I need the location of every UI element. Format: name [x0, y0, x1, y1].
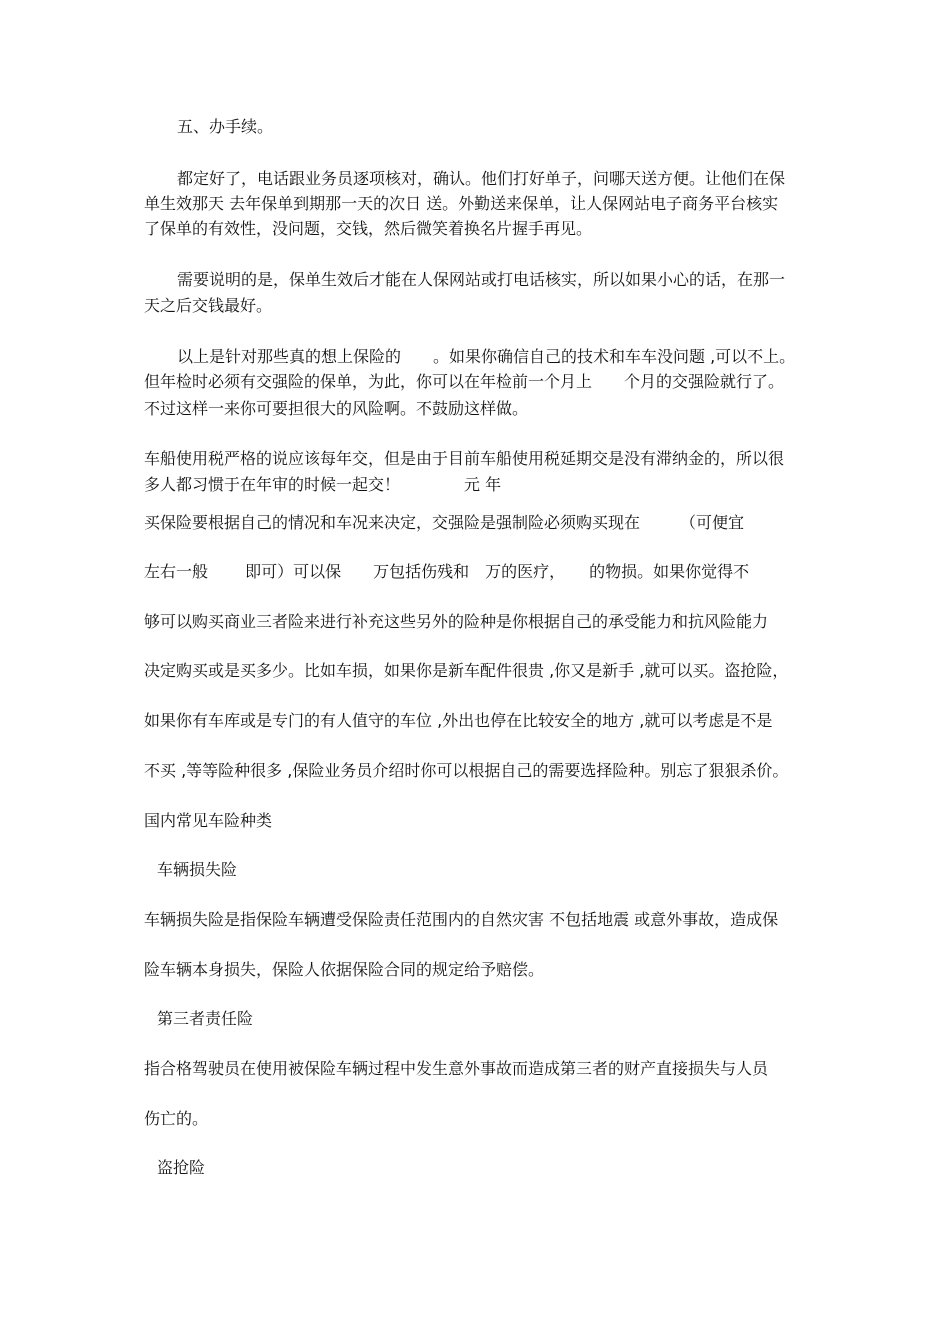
paragraph-line: 左右一般 即可）可以保 万包括伤残和 万的医疗， 的物损。如果你觉得不 [144, 562, 750, 581]
subsection-title: 第三者责任险 [157, 1009, 254, 1028]
paragraph-line: 需要说明的是，保单生效后才能在人保网站或打电话核实，所以如果小心的话，在那一 [177, 270, 786, 289]
paragraph-line: 指合格驾驶员在使用被保险车辆过程中发生意外事故而造成第三者的财产直接损失与人员 [144, 1059, 769, 1078]
section-heading: 五、办手续。 [177, 117, 274, 136]
paragraph-line: 险车辆本身损失，保险人依据保险合同的规定给予赔偿。 [144, 960, 545, 979]
paragraph-line: 单生效那天 去年保单到期那一天的次日 送。外勤送来保单，让人保网站电子商务平台核实 [144, 194, 779, 213]
paragraph-line: 多人都习惯于在年审的时候一起交！ 元 年 [144, 475, 502, 494]
paragraph-line: 了保单的有效性，没问题，交钱，然后微笑着换名片握手再见。 [144, 219, 593, 238]
paragraph-line: 但年检时必须有交强险的保单，为此，你可以在年检前一个月上 个月的交强险就行了。 [144, 372, 785, 391]
subsection-title: 车辆损失险 [157, 860, 238, 879]
paragraph-line: 够可以购买商业三者险来进行补充这些另外的险种是你根据自己的承受能力和抗风险能力 [144, 612, 769, 631]
paragraph-line: 车辆损失险是指保险车辆遭受保险责任范围内的自然灾害 不包括地震 或意外事故，造成保 [144, 910, 779, 929]
paragraph-line: 决定购买或是买多少。比如车损，如果你是新车配件很贵 ,你又是新手 ,就可以买。盗抢险， [144, 661, 789, 680]
paragraph-line: 买保险要根据自己的情况和车况来决定，交强险是强制险必须购买现在 （可便宜 [144, 513, 745, 532]
subsection-title: 盗抢险 [157, 1158, 206, 1177]
paragraph-line: 伤亡的。 [144, 1109, 209, 1128]
paragraph-line: 车船使用税严格的说应该每年交，但是由于目前车船使用税延期交是没有滞纳金的，所以很 [144, 449, 785, 468]
paragraph-line: 如果你有车库或是专门的有人值守的车位 ,外出也停在比较安全的地方 ,就可以考虑是不是 [144, 711, 773, 730]
paragraph-line: 都定好了，电话跟业务员逐项核对，确认。他们打好单子，问哪天送方便。让他们在保 [177, 169, 786, 188]
paragraph-line: 以上是针对那些真的想上保险的 。如果你确信自己的技术和车车没问题 ,可以不上。 [177, 347, 796, 366]
paragraph-line: 天之后交钱最好。 [144, 296, 273, 315]
paragraph-line: 不过这样一来你可要担很大的风险啊。不鼓励这样做。 [144, 399, 529, 418]
section-title: 国内常见车险种类 [144, 811, 273, 830]
paragraph-line: 不买 ,等等险种很多 ,保险业务员介绍时你可以根据自己的需要选择险种。别忘了狠狠杀价。 [144, 761, 789, 780]
